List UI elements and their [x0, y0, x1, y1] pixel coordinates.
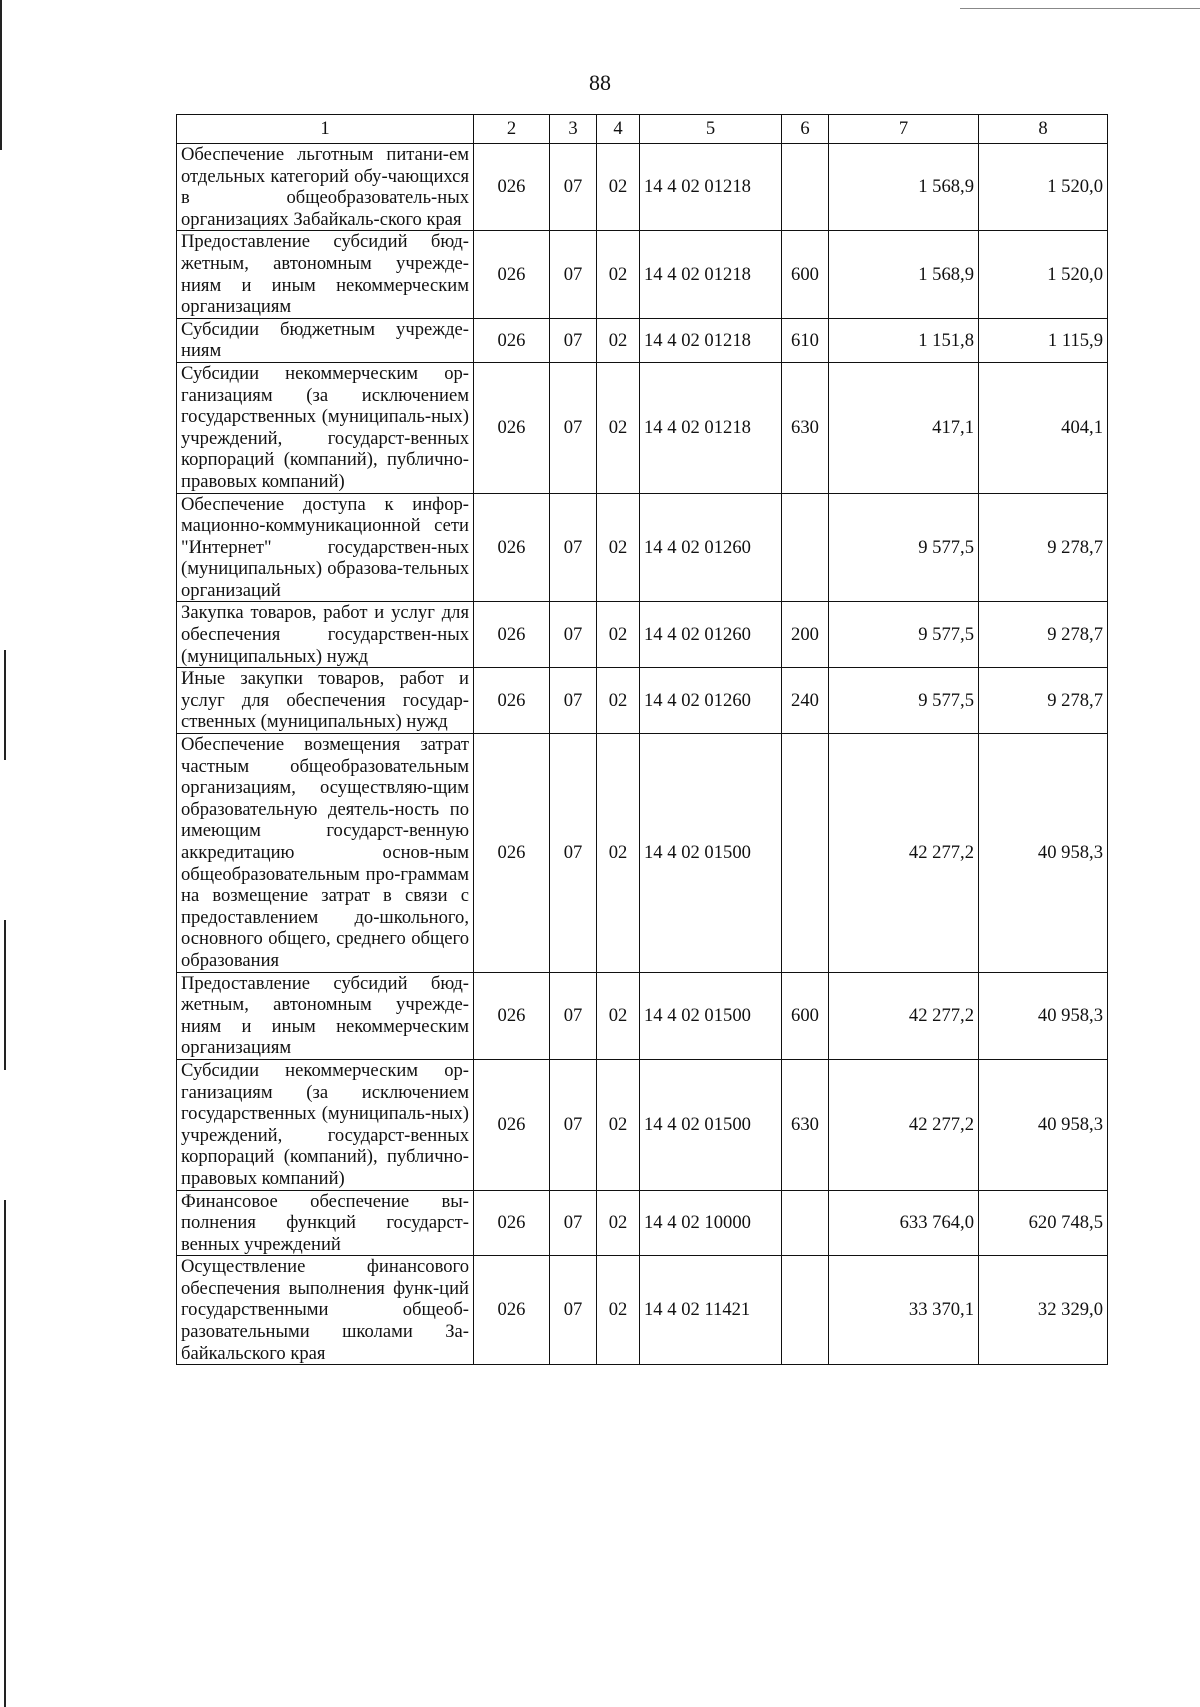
row-expense-type-cell	[782, 144, 829, 231]
row-expense-type-cell	[782, 1256, 829, 1365]
row-subsection-cell: 02	[597, 1256, 640, 1365]
row-name-cell: Субсидии некоммерческим ор-ганизациям (за исключением государственных (муниципаль-ных) учреждений, государст-венных корпораций (компаний), публично-правовых компаний)	[177, 362, 474, 493]
scan-margin-line-left-1	[4, 650, 6, 760]
row-subsection-cell: 02	[597, 231, 640, 318]
row-target-article-cell: 14 4 02 01218	[640, 362, 782, 493]
row-expense-type-cell: 240	[782, 668, 829, 734]
row-ministry-code-cell: 026	[474, 318, 550, 362]
row-name-cell: Предоставление субсидий бюд-жетным, автономным учрежде-ниям и иным некоммерческим организациям	[177, 972, 474, 1059]
row-subsection-cell: 02	[597, 972, 640, 1059]
row-target-article-cell: 14 4 02 11421	[640, 1256, 782, 1365]
header-col-1: 1	[177, 115, 474, 144]
row-expense-type-cell: 630	[782, 362, 829, 493]
header-col-8: 8	[979, 115, 1108, 144]
table-body	[177, 144, 1108, 1365]
row-expense-type-cell: 610	[782, 318, 829, 362]
row-name-cell: Субсидии некоммерческим ор-ганизациям (за исключением государственных (муниципаль-ных) учреждений, государст-венных корпораций (компаний), публично-правовых компаний)	[177, 1059, 474, 1190]
row-subsection-cell: 02	[597, 362, 640, 493]
row-target-article-cell: 14 4 02 01218	[640, 318, 782, 362]
header-col-6: 6	[782, 115, 829, 144]
row-expense-type-cell: 600	[782, 231, 829, 318]
row-amount-col8-cell: 9 278,7	[979, 493, 1108, 602]
row-ministry-code-cell: 026	[474, 362, 550, 493]
row-section-cell: 07	[550, 144, 597, 231]
row-amount-col7-cell: 633 764,0	[829, 1190, 979, 1256]
row-name-cell: Закупка товаров, работ и услуг для обеспечения государствен-ных (муниципальных) нужд	[177, 602, 474, 668]
row-ministry-code-cell: 026	[474, 1256, 550, 1365]
row-section-cell: 07	[550, 734, 597, 973]
row-subsection-cell: 02	[597, 1059, 640, 1190]
table-row	[177, 602, 1108, 668]
row-amount-col7-cell: 42 277,2	[829, 1059, 979, 1190]
header-col-3: 3	[550, 115, 597, 144]
row-target-article-cell: 14 4 02 10000	[640, 1190, 782, 1256]
row-amount-col7-cell: 417,1	[829, 362, 979, 493]
row-name-cell: Предоставление субсидий бюд-жетным, автономным учрежде-ниям и иным некоммерческим организациям	[177, 231, 474, 318]
row-expense-type-cell	[782, 493, 829, 602]
budget-table	[176, 114, 1108, 1365]
row-expense-type-cell: 630	[782, 1059, 829, 1190]
row-section-cell: 07	[550, 1190, 597, 1256]
table-row	[177, 1190, 1108, 1256]
table-row	[177, 493, 1108, 602]
row-target-article-cell: 14 4 02 01260	[640, 668, 782, 734]
row-amount-col7-cell: 9 577,5	[829, 668, 979, 734]
row-amount-col8-cell: 9 278,7	[979, 602, 1108, 668]
row-subsection-cell: 02	[597, 602, 640, 668]
row-amount-col8-cell: 1 115,9	[979, 318, 1108, 362]
row-name-cell: Осуществление финансового обеспечения выполнения функ-ций государственными общеоб-разовательными школами За-байкальского края	[177, 1256, 474, 1365]
row-amount-col7-cell: 1 568,9	[829, 231, 979, 318]
row-section-cell: 07	[550, 1256, 597, 1365]
row-target-article-cell: 14 4 02 01260	[640, 602, 782, 668]
row-subsection-cell: 02	[597, 318, 640, 362]
row-expense-type-cell: 200	[782, 602, 829, 668]
scan-margin-line-left-3	[4, 1200, 6, 1707]
row-ministry-code-cell: 026	[474, 602, 550, 668]
row-name-cell: Субсидии бюджетным учрежде-ниям	[177, 318, 474, 362]
row-amount-col8-cell: 620 748,5	[979, 1190, 1108, 1256]
header-col-2: 2	[474, 115, 550, 144]
row-ministry-code-cell: 026	[474, 972, 550, 1059]
row-amount-col7-cell: 33 370,1	[829, 1256, 979, 1365]
row-ministry-code-cell: 026	[474, 1059, 550, 1190]
row-target-article-cell: 14 4 02 01500	[640, 972, 782, 1059]
header-col-5: 5	[640, 115, 782, 144]
header-col-7: 7	[829, 115, 979, 144]
table-row	[177, 318, 1108, 362]
row-target-article-cell: 14 4 02 01500	[640, 1059, 782, 1190]
row-section-cell: 07	[550, 602, 597, 668]
row-section-cell: 07	[550, 972, 597, 1059]
row-ministry-code-cell: 026	[474, 1190, 550, 1256]
row-ministry-code-cell: 026	[474, 493, 550, 602]
row-amount-col7-cell: 42 277,2	[829, 734, 979, 973]
row-ministry-code-cell: 026	[474, 668, 550, 734]
row-amount-col7-cell: 9 577,5	[829, 493, 979, 602]
row-ministry-code-cell: 026	[474, 734, 550, 973]
row-amount-col8-cell: 32 329,0	[979, 1256, 1108, 1365]
row-section-cell: 07	[550, 668, 597, 734]
row-expense-type-cell	[782, 734, 829, 973]
row-section-cell: 07	[550, 231, 597, 318]
row-subsection-cell: 02	[597, 734, 640, 973]
row-amount-col7-cell: 1 568,9	[829, 144, 979, 231]
row-section-cell: 07	[550, 1059, 597, 1190]
row-section-cell: 07	[550, 318, 597, 362]
row-subsection-cell: 02	[597, 493, 640, 602]
row-ministry-code-cell: 026	[474, 231, 550, 318]
table-row	[177, 1256, 1108, 1365]
table-row	[177, 1059, 1108, 1190]
table-row	[177, 144, 1108, 231]
row-amount-col8-cell: 1 520,0	[979, 231, 1108, 318]
header-col-4: 4	[597, 115, 640, 144]
row-subsection-cell: 02	[597, 668, 640, 734]
row-amount-col8-cell: 40 958,3	[979, 972, 1108, 1059]
table-row	[177, 972, 1108, 1059]
row-name-cell: Финансовое обеспечение вы-полнения функций государст-венных учреждений	[177, 1190, 474, 1256]
row-subsection-cell: 02	[597, 1190, 640, 1256]
row-amount-col8-cell: 404,1	[979, 362, 1108, 493]
row-amount-col8-cell: 40 958,3	[979, 734, 1108, 973]
row-section-cell: 07	[550, 493, 597, 602]
row-amount-col7-cell: 42 277,2	[829, 972, 979, 1059]
row-target-article-cell: 14 4 02 01500	[640, 734, 782, 973]
row-name-cell: Обеспечение доступа к инфор-мационно-коммуникационной сети "Интернет" государствен-ных (муниципальных) образова-тельных организаций	[177, 493, 474, 602]
row-target-article-cell: 14 4 02 01218	[640, 144, 782, 231]
row-amount-col8-cell: 40 958,3	[979, 1059, 1108, 1190]
row-name-cell: Иные закупки товаров, работ и услуг для обеспечения государ-ственных (муниципальных) нужд	[177, 668, 474, 734]
row-target-article-cell: 14 4 02 01260	[640, 493, 782, 602]
row-amount-col7-cell: 9 577,5	[829, 602, 979, 668]
row-expense-type-cell	[782, 1190, 829, 1256]
row-amount-col8-cell: 9 278,7	[979, 668, 1108, 734]
header-row	[177, 115, 1108, 144]
scan-margin-line-left-2	[4, 920, 6, 1070]
row-target-article-cell: 14 4 02 01218	[640, 231, 782, 318]
row-ministry-code-cell: 026	[474, 144, 550, 231]
scan-top-line	[960, 8, 1200, 9]
row-name-cell: Обеспечение льготным питани-ем отдельных категорий обу-чающихся в общеобразователь-ных организациях Забайкаль-ского края	[177, 144, 474, 231]
row-amount-col8-cell: 1 520,0	[979, 144, 1108, 231]
table-row	[177, 231, 1108, 318]
page-number: 88	[589, 70, 611, 95]
row-section-cell: 07	[550, 362, 597, 493]
row-name-cell: Обеспечение возмещения затрат частным общеобразовательным организациям, осуществляю-щим образовательную деятель-ность по имеющим государст-венную аккредитацию основ-ным общеобразовательным про-граммам на возмещение затрат в связи с предоставлением до-школьного, основного общего, среднего общего образования	[177, 734, 474, 973]
row-subsection-cell: 02	[597, 144, 640, 231]
table-row	[177, 734, 1108, 973]
row-amount-col7-cell: 1 151,8	[829, 318, 979, 362]
row-expense-type-cell: 600	[782, 972, 829, 1059]
table-row	[177, 362, 1108, 493]
table-row	[177, 668, 1108, 734]
